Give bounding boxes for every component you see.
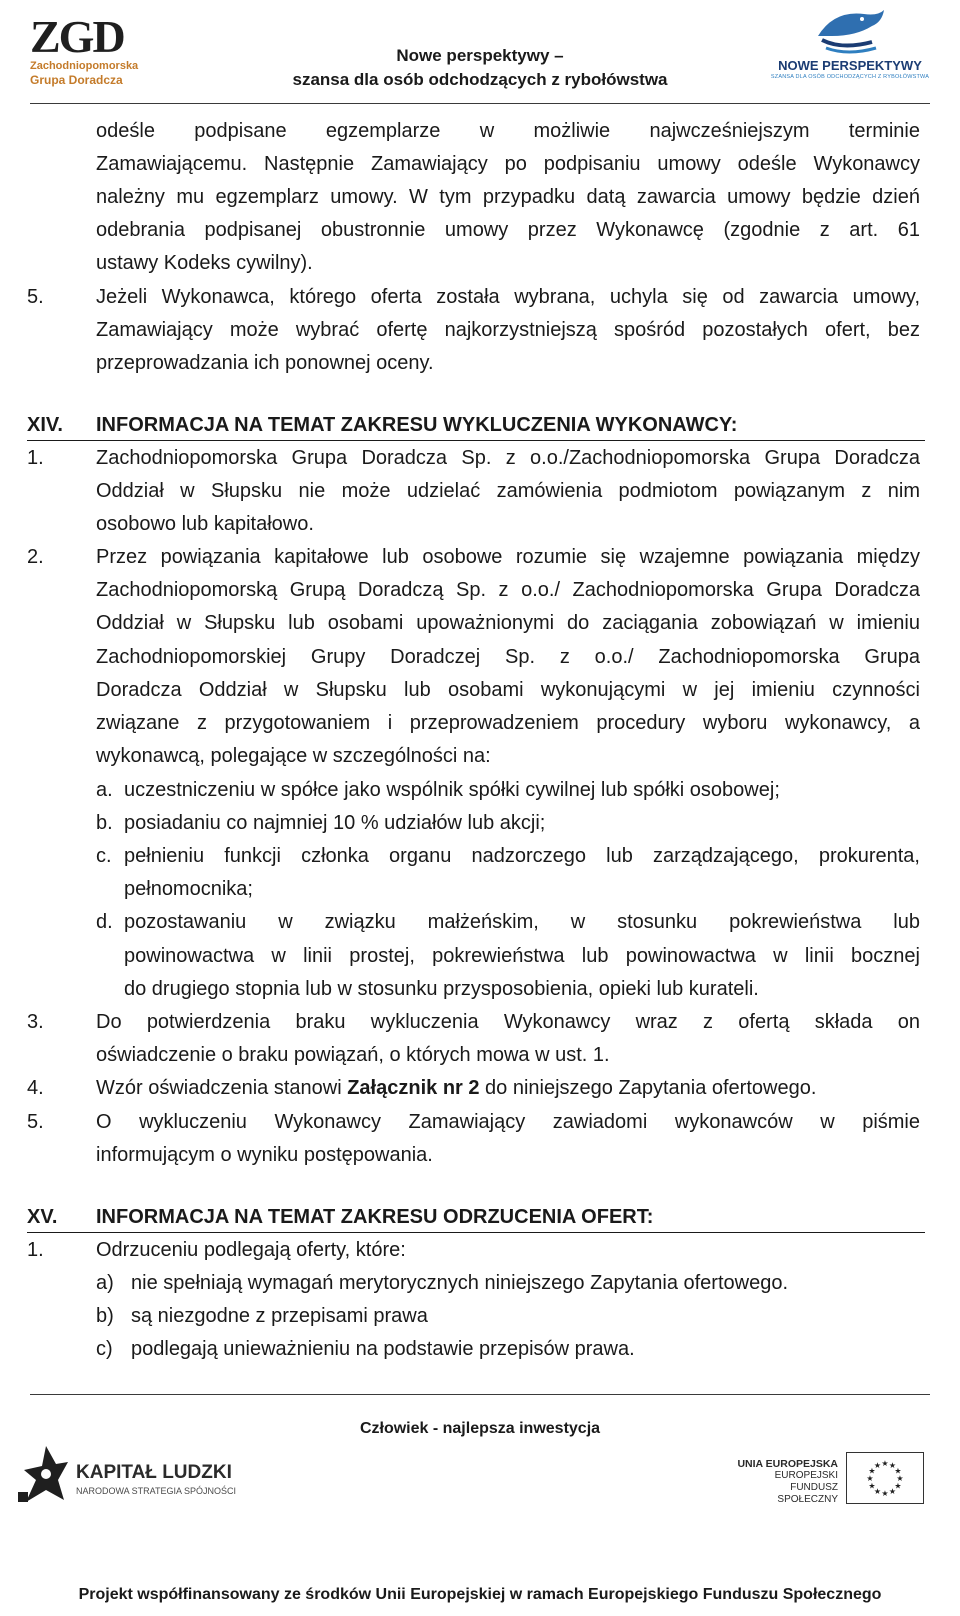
list-number: 1. (27, 447, 44, 469)
zgd-logo-line2: Grupa Doradcza (30, 73, 123, 87)
list-item-line: Jeżeli Wykonawca, którego oferta została wybrana, uchyla się od zawarcia umowy, (96, 286, 920, 308)
sublist-item: pełnomocnika; (124, 878, 253, 900)
eu-star: ★ (866, 1474, 874, 1483)
list-number: 2. (27, 546, 44, 568)
sublist-label: b. (96, 812, 113, 834)
section-heading-xv (27, 1204, 925, 1233)
list-item-line: Przez powiązania kapitałowe lub osobowe rozumie się wzajemne powiązania między (96, 546, 920, 568)
list-item-line (96, 1075, 816, 1101)
list-item-line: związane z przygotowaniem i przeprowadzeniem procedury wyboru wykonawcy, a (96, 712, 920, 734)
sublist-item: nie spełniają wymagań merytorycznych niniejszego Zapytania ofertowego. (131, 1272, 789, 1294)
sublist-label: c. (96, 845, 112, 867)
list-number: 5. (27, 286, 44, 308)
sublist-item: uczestniczeniu w spółce jako wspólnik spółki cywilnej lub spółki osobowej; (124, 779, 780, 801)
sublist-item: pozostawaniu w związku małżeńskim, w stosunku pokrewieństwa lub (124, 911, 920, 933)
eu-star: ★ (868, 1466, 876, 1476)
sublist-item: powinowactwa w linii prostej, pokrewieństwa lub powinowactwa w linii bocznej (124, 945, 920, 967)
paragraph-line: należny mu egzemplarz umowy. W tym przypadku datą zawarcia umowy będzie dzień (96, 186, 920, 208)
sublist-item: do drugiego stopnia lub w stosunku przysposobienia, opieki lub kurateli. (124, 978, 759, 1000)
header-title-line2: szansa dla osób odchodzących z rybołówstwa (292, 70, 668, 89)
list-item-line: Do potwierdzenia braku wykluczenia Wykonawcy wraz z ofertą składa on (96, 1011, 920, 1033)
paragraph-line: odeśle podpisane egzemplarze w możliwie najwcześniejszym terminie (96, 120, 920, 142)
header-title (250, 44, 710, 92)
nowe-perspektywy-logo (770, 6, 930, 86)
sublist-item: podlegają unieważnieniu na podstawie przepisów prawa. (131, 1338, 635, 1360)
eu-line3: FUNDUSZ SPOŁECZNY (777, 1482, 838, 1505)
item-text-post: do niniejszego Zapytania ofertowego. (479, 1077, 817, 1099)
paragraph-line: Zamawiającemu. Następnie Zamawiający po podpisaniu umowy odeśle Wykonawcy (96, 153, 920, 175)
eu-star: ★ (888, 1486, 897, 1496)
section-number: XV. (27, 1206, 58, 1228)
eu-logo-text (736, 1458, 838, 1506)
eu-line2: EUROPEJSKI (774, 1470, 838, 1481)
item-text-pre: Wzór oświadczenia stanowi (96, 1077, 348, 1099)
nowe-perspektywy-name: NOWE PERSPEKTYWY (778, 58, 922, 73)
sublist-item: pełnieniu funkcji członka organu nadzorczego lub zarządzającego, prokurenta, (124, 845, 920, 867)
footer-divider (30, 1394, 930, 1395)
list-item-line: Zachodniopomorska Grupa Doradcza Sp. z o.o./Zachodniopomorska Grupa Doradcza (96, 447, 920, 469)
eu-logo (736, 1452, 926, 1508)
eu-star: ★ (894, 1481, 902, 1491)
eu-star: ★ (873, 1486, 882, 1496)
header-divider (30, 103, 930, 104)
sublist-item: posiadaniu co najmniej 10 % udziałów lub akcji; (124, 812, 546, 834)
list-number: 5. (27, 1111, 44, 1133)
list-item-line: Oddział w Słupsku nie może udzielać zamówienia podmiotom powiązanym z nim (96, 480, 920, 502)
sublist-label: c) (96, 1338, 113, 1360)
nowe-perspektywy-tagline: SZANSA DLA OSÓB ODCHODZĄCYCH Z RYBOŁÓWSTWA (770, 74, 930, 80)
list-item-line: O wykluczeniu Wykonawcy Zamawiający zawiadomi wykonawców w piśmie (96, 1111, 920, 1133)
eu-star: ★ (894, 1466, 902, 1476)
list-item-line: wykonawcą, polegające w szczególności na: (96, 745, 491, 767)
list-item-line: informującym o wyniku postępowania. (96, 1144, 433, 1166)
footer-motto: Człowiek - najlepsza inwestycja (359, 1420, 601, 1437)
section-number: XIV. (27, 414, 63, 436)
page-header (0, 0, 960, 108)
paragraph-line: odebrania podpisanej obustronnie umowy przez Wykonawcę (zgodnie z art. 61 (96, 219, 920, 241)
footer-cofinancing-note: Projekt współfinansowany ze środków Unii Europejskiej w ramach Europejskiego Funduszu Społecznego (78, 1586, 882, 1603)
section-title: INFORMACJA NA TEMAT ZAKRESU WYKLUCZENIA WYKONAWCY: (96, 414, 738, 436)
zgd-logo-line1: Zachodniopomorska (30, 60, 139, 72)
zgd-logo (30, 10, 140, 88)
sublist-label: d. (96, 911, 113, 933)
eu-star: ★ (868, 1481, 876, 1491)
eu-flag-icon (846, 1452, 924, 1504)
section-title: INFORMACJA NA TEMAT ZAKRESU ODRZUCENIA OFERT: (96, 1206, 654, 1228)
list-number: 3. (27, 1011, 44, 1033)
zgd-logo-letters: ZGD (30, 11, 124, 62)
list-item-line: przeprowadzania ich ponownej oceny. (96, 352, 434, 374)
list-number: 1. (27, 1239, 44, 1261)
list-item-line: oświadczenie o braku powiązań, o których mowa w ust. 1. (96, 1044, 610, 1066)
list-number: 4. (27, 1077, 44, 1099)
kapital-ludzki-icon (16, 1440, 70, 1510)
sublist-label: a. (96, 779, 113, 801)
kapital-ludzki-subtitle: NARODOWA STRATEGIA SPÓJNOŚCI (76, 1486, 237, 1496)
list-item-line: Odrzuceniu podlegają oferty, które: (96, 1239, 406, 1261)
kapital-ludzki-logo (16, 1440, 246, 1510)
eu-star: ★ (873, 1461, 882, 1471)
sublist-label: b) (96, 1305, 114, 1327)
attachment-reference: Załącznik nr 2 (347, 1077, 480, 1099)
kapital-ludzki-title: KAPITAŁ LUDZKI (76, 1462, 232, 1483)
sublist-label: a) (96, 1272, 114, 1294)
fish-icon (812, 6, 888, 56)
eu-line1: UNIA EUROPEJSKA (737, 1458, 838, 1470)
eu-star: ★ (881, 1489, 889, 1498)
eu-star: ★ (881, 1459, 889, 1468)
list-item-line: osobowo lub kapitałowo. (96, 513, 314, 535)
list-item-line: Oddział w Słupsku lub osobami upoważnionymi do zaciągania zobowiązań w imieniu (96, 612, 920, 634)
list-item-line: Zachodniopomorską Grupą Doradczą Sp. z o.o./ Zachodniopomorska Grupa Doradcza (96, 579, 920, 601)
list-item-line: Zamawiający może wybrać ofertę najkorzystniejszą spośród pozostałych ofert, bez (96, 319, 920, 341)
header-title-line1: Nowe perspektywy – (396, 46, 564, 65)
sublist-item: są niezgodne z przepisami prawa (131, 1305, 428, 1327)
paragraph-line: ustawy Kodeks cywilny). (96, 252, 313, 274)
list-item-line: Doradcza Oddział w Słupsku lub osobami wykonującymi w jej imieniu czynności (96, 679, 920, 701)
section-heading-xiv (27, 412, 925, 441)
list-item-line: Zachodniopomorskiej Grupy Doradczej Sp. z o.o./ Zachodniopomorska Grupa (96, 646, 920, 668)
eu-star: ★ (896, 1474, 904, 1483)
eu-star: ★ (888, 1461, 897, 1471)
